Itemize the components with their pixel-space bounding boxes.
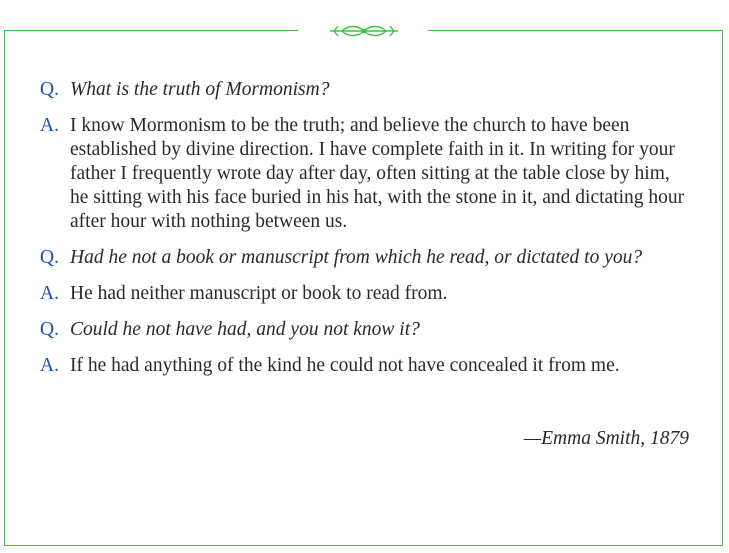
floral-divider-icon <box>328 22 400 40</box>
qa-label: Q. <box>40 319 59 340</box>
qa-label: A. <box>40 355 59 376</box>
qa-label: Q. <box>40 247 59 268</box>
qa-item-question <box>40 78 690 102</box>
qa-label: A. <box>40 283 59 304</box>
qa-item-answer <box>40 114 690 234</box>
qa-answer-text: He had neither manuscript or book to read from. <box>70 283 448 304</box>
qa-answer-text: I know Mormonism to be the truth; and believe the church to have been established by divine direction. I have complete faith in it. In writing for your father I frequently wrote day after day, often sitting at the table close by him, he sitting with his face buried in his hat, with the stone in it, and dictating hour after hour with nothing between us. <box>70 115 685 232</box>
qa-transcript <box>40 78 690 390</box>
qa-question-text: What is the truth of Mormonism? <box>70 79 330 100</box>
qa-question-text: Could he not have had, and you not know it? <box>70 319 420 340</box>
qa-item-question <box>40 246 690 270</box>
qa-item-answer <box>40 282 690 306</box>
qa-label: A. <box>40 115 59 136</box>
qa-answer-text: If he had anything of the kind he could not have concealed it from me. <box>70 355 620 376</box>
qa-item-answer <box>40 354 690 378</box>
qa-question-text: Had he not a book or manuscript from which he read, or dictated to you? <box>70 247 643 268</box>
qa-label: Q. <box>40 79 59 100</box>
qa-item-question <box>40 318 690 342</box>
quote-attribution: —Emma Smith, 1879 <box>523 428 689 449</box>
